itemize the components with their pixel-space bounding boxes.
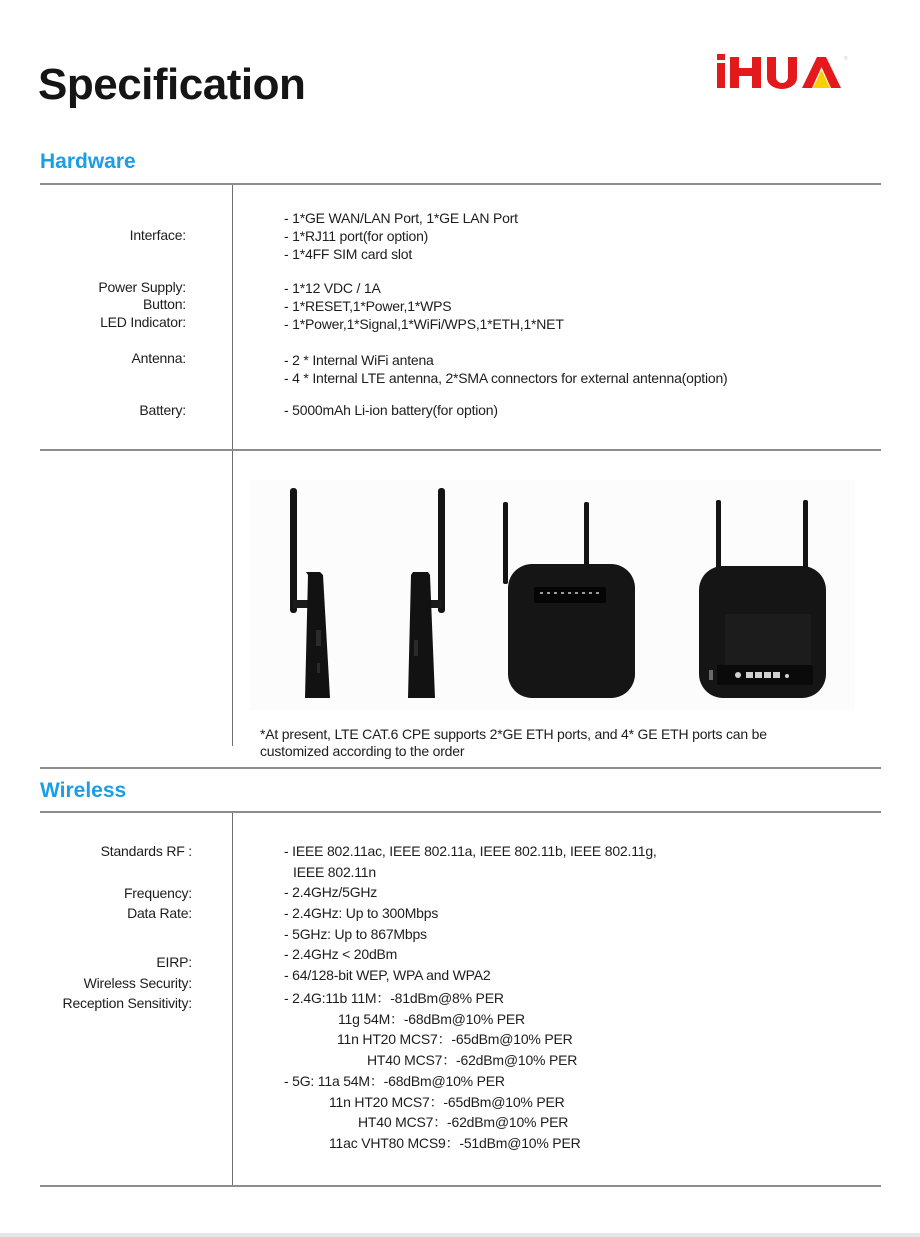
spec-label-interface: Interface: — [129, 227, 186, 243]
note-line: customized according to the order — [260, 743, 465, 759]
spec-value: - 2.4GHz/5GHz — [284, 884, 378, 900]
spec-label-battery: Battery: — [139, 402, 186, 418]
page-title: Specification — [38, 60, 306, 109]
spec-value: HT40 MCS7：-62dBm@10% PER — [358, 1114, 569, 1130]
router-front-image — [503, 502, 635, 698]
column-divider — [232, 813, 233, 1186]
column-divider — [232, 185, 233, 449]
spec-value: 11n HT20 MCS7：-65dBm@10% PER — [337, 1031, 573, 1047]
spec-value: IEEE 802.11n — [293, 864, 376, 880]
spec-label-standards-rf: Standards RF : — [100, 843, 192, 859]
ihua-logo-icon — [716, 52, 856, 92]
divider — [40, 1185, 881, 1187]
divider — [40, 183, 881, 185]
spec-value: - 2 * Internal WiFi antena — [284, 352, 434, 368]
spec-value: - 1*GE WAN/LAN Port, 1*GE LAN Port — [284, 210, 518, 226]
section-title-wireless: Wireless — [40, 779, 127, 802]
spec-label-power-supply: Power Supply: — [98, 279, 186, 295]
column-divider — [232, 451, 233, 746]
product-note — [260, 726, 870, 760]
section-title-hardware: Hardware — [40, 150, 136, 173]
spec-value: - 5GHz: Up to 867Mbps — [284, 926, 427, 942]
spec-value: - 4 * Internal LTE antenna, 2*SMA connectors for external antenna(option) — [284, 370, 728, 386]
spec-value: - 1*12 VDC / 1A — [284, 280, 381, 296]
spec-label-wireless-security: Wireless Security: — [83, 975, 192, 991]
router-side-right-image — [408, 488, 445, 698]
spec-value: - 5G: 11a 54M：-68dBm@10% PER — [284, 1073, 505, 1089]
spec-value: 11ac VHT80 MCS9：-51dBm@10% PER — [329, 1135, 581, 1151]
spec-label-frequency: Frequency: — [123, 885, 192, 901]
router-side-left-image — [290, 488, 330, 698]
divider — [40, 767, 881, 769]
page-bottom-edge — [0, 1233, 920, 1237]
spec-label-data-rate: Data Rate: — [127, 905, 192, 921]
spec-value: - 2.4GHz < 20dBm — [284, 946, 398, 962]
svg-text:®: ® — [844, 56, 848, 62]
spec-value: HT40 MCS7：-62dBm@10% PER — [367, 1052, 578, 1068]
spec-value: 11g 54M：-68dBm@10% PER — [338, 1011, 525, 1027]
spec-value: - 1*Power,1*Signal,1*WiFi/WPS,1*ETH,1*NET — [284, 316, 564, 332]
spec-label-led-indicator: LED Indicator: — [100, 314, 186, 330]
spec-value: - 2.4GHz: Up to 300Mbps — [284, 905, 439, 921]
spec-label-antenna: Antenna: — [131, 350, 186, 366]
spec-value: - IEEE 802.11ac, IEEE 802.11a, IEEE 802.11b, IEEE 802.11g, — [284, 843, 657, 859]
product-photos — [250, 480, 855, 710]
spec-value: - 5000mAh Li-ion battery(for option) — [284, 402, 498, 418]
spec-label-button: Button: — [143, 296, 186, 312]
spec-value: - 2.4G:11b 11M：-81dBm@8% PER — [284, 990, 504, 1006]
spec-value: - 1*4FF SIM card slot — [284, 246, 413, 262]
divider — [40, 449, 881, 451]
spec-label-reception-sensitivity: Reception Sensitivity: — [62, 995, 192, 1011]
spec-value: - 1*RESET,1*Power,1*WPS — [284, 298, 452, 314]
spec-label-eirp: EIRP: — [156, 954, 192, 970]
ihua-logo — [716, 52, 856, 92]
spec-value: - 64/128-bit WEP, WPA and WPA2 — [284, 967, 491, 983]
spec-value: - 1*RJ11 port(for option) — [284, 228, 429, 244]
note-line: *At present, LTE CAT.6 CPE supports 2*GE ETH ports, and 4* GE ETH ports can be — [260, 726, 767, 742]
router-back-image — [699, 500, 826, 698]
divider — [40, 811, 881, 813]
spec-value: 11n HT20 MCS7：-65dBm@10% PER — [329, 1094, 565, 1110]
